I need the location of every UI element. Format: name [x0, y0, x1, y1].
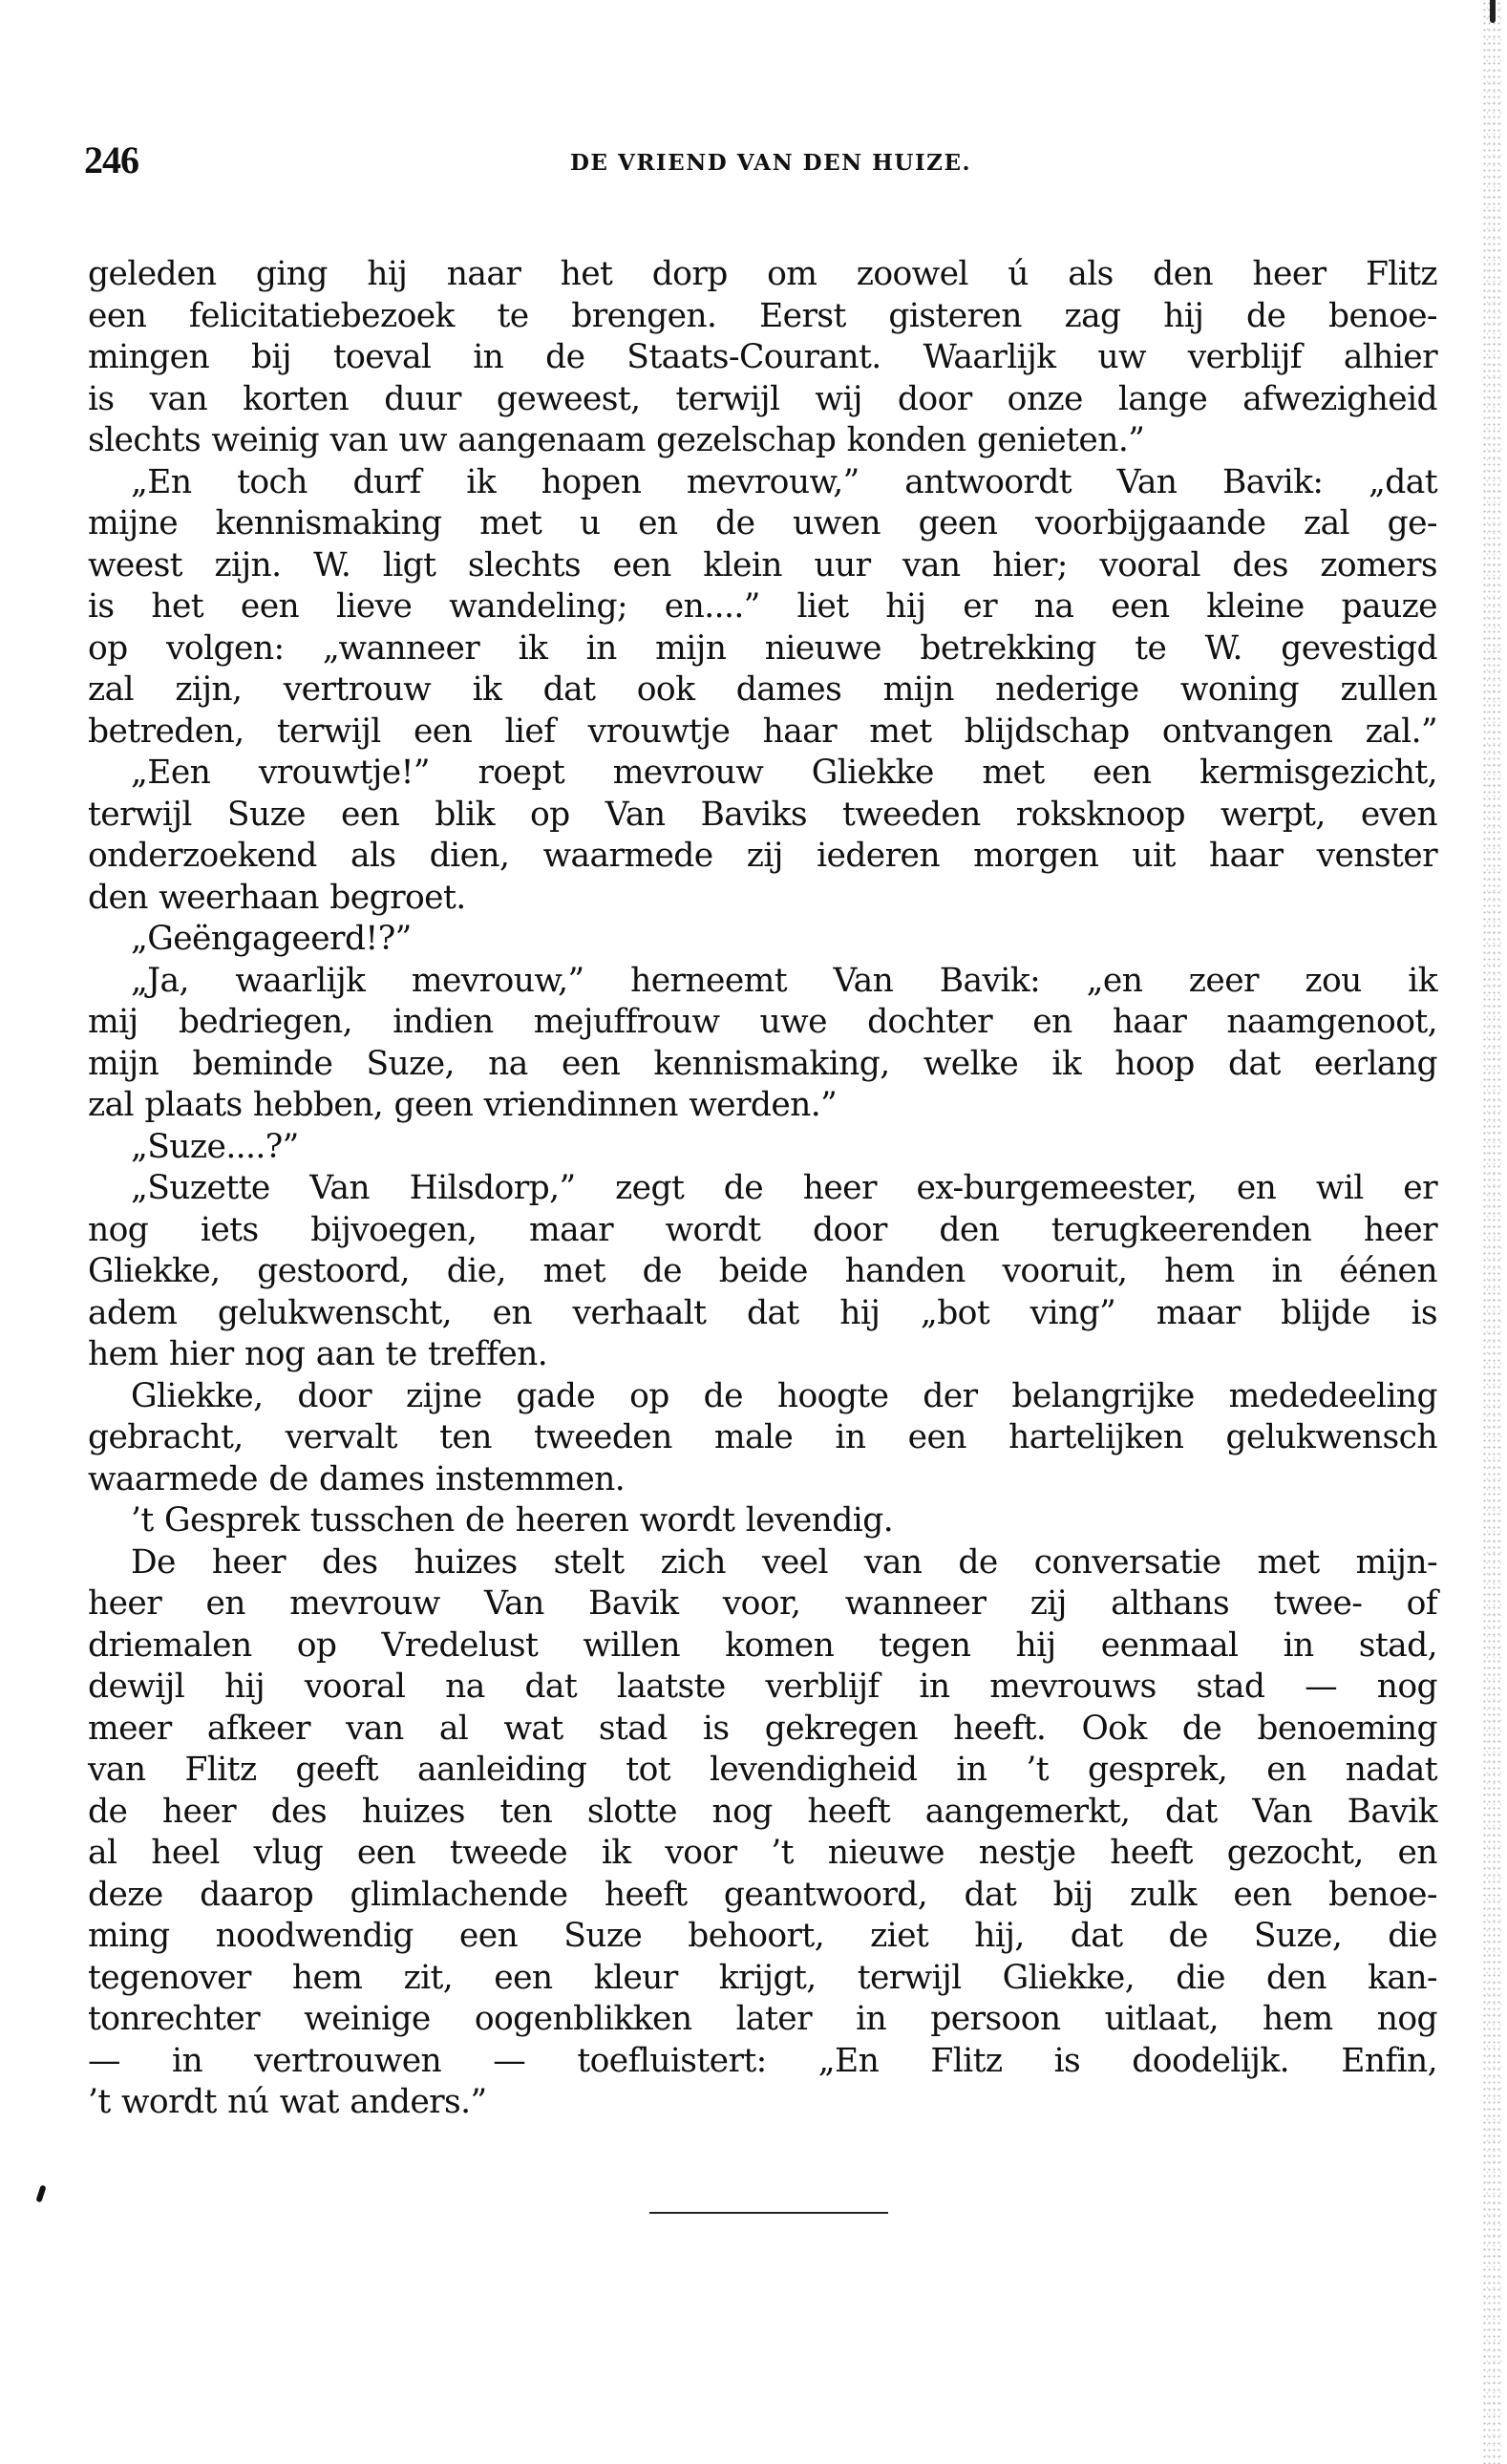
text-line: „Suzette Van Hilsdorp,” zegt de heer ex-burgemeester, en wil er — [131, 1169, 1437, 1207]
text-line: Gliekke, gestoord, die, met de beide handen vooruit, hem in éénen — [88, 1252, 1437, 1290]
text-line: onderzoekend als dien, waarmede zij iederen morgen uit haar venster — [88, 837, 1437, 875]
text-line: driemalen op Vredelust willen komen tegen hij eenmaal in stad, — [88, 1625, 1437, 1665]
text-line: mijn beminde Suze, na een kennismaking, welke ik hoop dat eerlang — [88, 1044, 1437, 1083]
text-line: ’t Gesprek tusschen de heeren wordt levendig. — [131, 1501, 894, 1540]
text-line: Gliekke, door zijne gade op de hoogte der belangrijke mededeeling — [131, 1376, 1437, 1415]
body-text — [88, 254, 1437, 2124]
text-line: nog iets bijvoegen, maar wordt door den terugkeerenden heer — [88, 1210, 1437, 1249]
text-line: „Suze....?” — [131, 1127, 299, 1166]
text-line: geleden ging hij naar het dorp om zoowel ú als den heer Flitz — [88, 255, 1437, 293]
text-line: ming noodwendig een Suze behoort, ziet hij, dat de Suze, die — [88, 1917, 1437, 1955]
text-line: deze daarop glimlachende heeft geantwoord, dat bij zulk een benoe- — [88, 1875, 1437, 1914]
section-separator-rule — [649, 2212, 888, 2214]
text-line: mij bedriegen, indien mejuffrouw uwe dochter en haar naamgenoot, — [88, 1003, 1437, 1041]
running-head — [84, 139, 1438, 181]
text-line: zal plaats hebben, geen vriendinnen werden.” — [88, 1086, 838, 1124]
text-line: „Geëngageerd!?” — [131, 920, 412, 958]
text-line: terwijl Suze een blik op Van Baviks tweeden roksknoop werpt, even — [88, 795, 1437, 834]
running-title: DE VRIEND VAN DEN HUIZE. — [569, 150, 972, 176]
text-line: „Een vrouwtje!” roept mevrouw Gliekke met een kermisgezicht, — [131, 754, 1437, 792]
text-line: — in vertrouwen — toefluistert: „En Flitz is doodelijk. Enfin, — [88, 2041, 1437, 2080]
text-line: een felicitatiebezoek te brengen. Eerst gisteren zag hij de benoe- — [88, 296, 1437, 335]
text-line: adem gelukwenscht, en verhaalt dat hij „bot ving” maar blijde is — [88, 1293, 1437, 1332]
text-line: mijne kennismaking met u en de uwen geen voorbijgaande zal ge- — [88, 504, 1437, 542]
text-line: den weerhaan begroet. — [88, 878, 466, 917]
text-line: hem hier nog aan te treffen. — [88, 1335, 548, 1373]
text-line: is het een lieve wandeling; en....” liet hij er na een kleine pauze — [88, 587, 1437, 626]
text-line: De heer des huizes stelt zich veel van de conversatie met mijn- — [131, 1542, 1437, 1582]
text-line: is van korten duur geweest, terwijl wij door onze lange afwezigheid — [88, 379, 1437, 418]
text-line: dewijl hij vooral na dat laatste verblijf in mevrouws stad — nog — [88, 1667, 1437, 1706]
text-line: zal zijn, vertrouw ik dat ook dames mijn nederige woning zullen — [88, 670, 1437, 709]
page-edge-speckle — [1482, 0, 1501, 2464]
text-line: mingen bij toeval in de Staats-Courant. Waarlijk uw verblijf alhier — [88, 338, 1437, 376]
text-line: slechts weinig van uw aangenaam gezelschap konden genieten.” — [88, 421, 1145, 459]
text-line: gebracht, vervalt ten tweeden male in een hartelijken gelukwensch — [88, 1418, 1437, 1456]
ink-mark — [35, 2185, 46, 2203]
text-line: de heer des huizes ten slotte nog heeft aangemerkt, dat Van Bavik — [88, 1792, 1437, 1831]
text-line: van Flitz geeft aanleiding tot levendigheid in ’t gesprek, en nadat — [88, 1751, 1437, 1789]
text-line: waarmede de dames instemmen. — [88, 1459, 626, 1498]
text-line: ’t wordt nú wat anders.” — [88, 2083, 487, 2121]
text-line: tonrechter weinige oogenblikken later in persoon uitlaat, hem nog — [88, 2000, 1437, 2038]
text-line: tegenover hem zit, een kleur krijgt, terwijl Gliekke, die den kan- — [88, 1958, 1437, 1997]
page-number: 246 — [84, 138, 138, 181]
text-line: op volgen: „wanneer ik in mijn nieuwe betrekking te W. gevestigd — [88, 628, 1437, 668]
text-line: „En toch durf ik hopen mevrouw,” antwoordt Van Bavik: „dat — [131, 462, 1437, 501]
text-line: „Ja, waarlijk mevrouw,” herneemt Van Bavik: „en zeer zou ik — [131, 961, 1437, 1000]
text-line: heer en mevrouw Van Bavik voor, wanneer zij althans twee- of — [88, 1584, 1437, 1623]
text-line: al heel vlug een tweede ik voor ’t nieuwe nestje heeft gezocht, en — [88, 1834, 1437, 1872]
text-line: betreden, terwijl een lief vrouwtje haar met blijdschap ontvangen zal.” — [88, 712, 1437, 751]
text-line: weest zijn. W. ligt slechts een klein uur van hier; vooral des zomers — [88, 545, 1437, 584]
page-edge-mark — [1490, 0, 1496, 23]
text-line: meer afkeer van al wat stad is gekregen heeft. Ook de benoeming — [88, 1709, 1437, 1748]
